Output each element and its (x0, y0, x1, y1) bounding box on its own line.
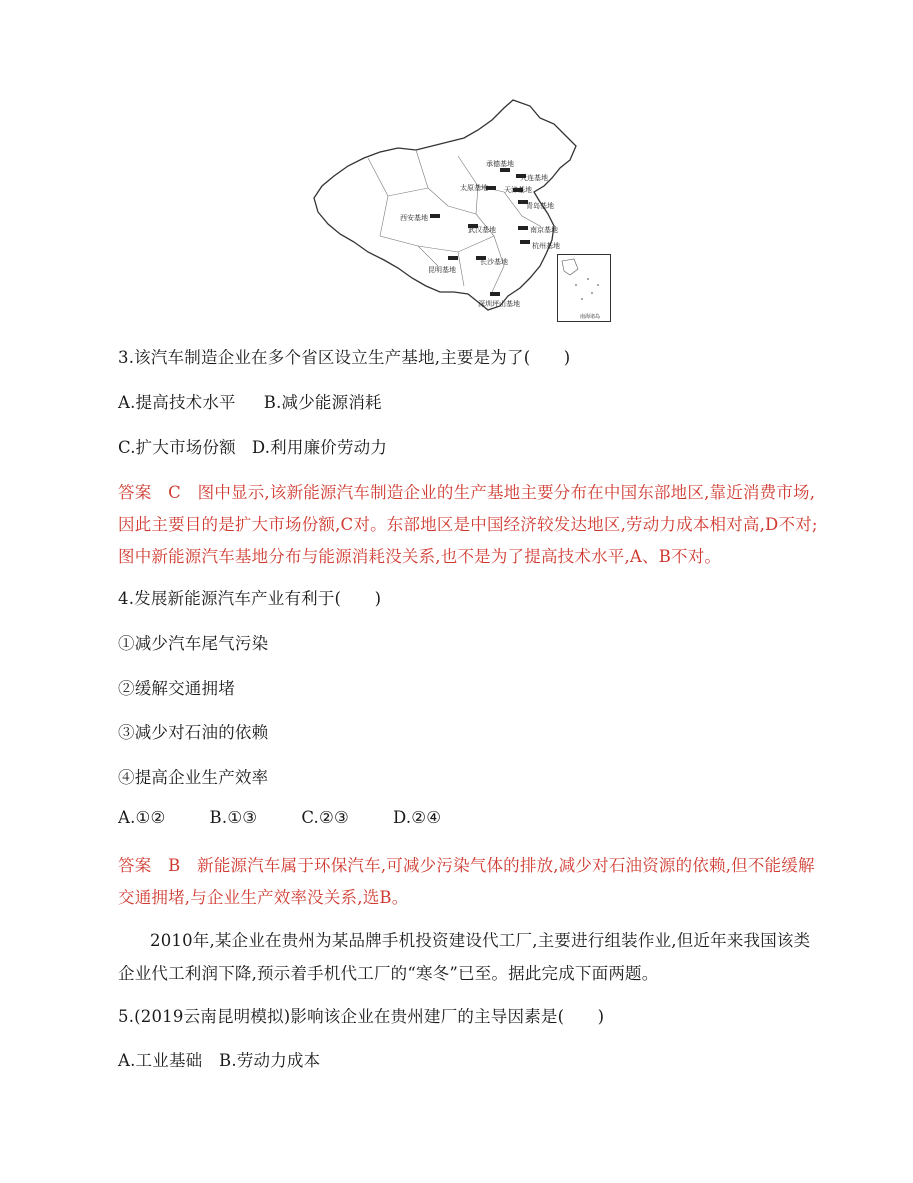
map-label: 太原基地 (460, 184, 488, 192)
map-label: 天津基地 (504, 186, 532, 194)
q5-stem: 5.(2019云南昆明模拟)影响该企业在贵州建厂的主导因素是( ) (118, 1007, 605, 1026)
q3-answer-line1: 答案 C 图中显示,该新能源汽车制造企业的生产基地主要分布在中国东部地区,靠近消费市场, (118, 483, 816, 502)
q4-option-d[interactable]: D.②④ (392, 808, 442, 827)
q4-stem: 4.发展新能源汽车产业有利于( ) (118, 589, 382, 608)
q4-item-3: ③减少对石油的依赖 (118, 723, 269, 742)
map-label: 青岛基地 (526, 202, 554, 210)
map-label: 西安基地 (400, 214, 428, 222)
q4-option-c[interactable]: C.②③ (301, 808, 349, 827)
map-label: 昆明基地 (428, 266, 456, 274)
q3-options-row1 (118, 389, 382, 413)
q3-answer-line3: 图中新能源汽车基地分布与能源消耗没关系,也不是为了提高技术水平,A、B不对。 (118, 547, 722, 566)
q3-answer-line2: 因此主要目的是扩大市场份额,C对。东部地区是中国经济较发达地区,劳动力成本相对高,D不对; (118, 515, 818, 534)
passage-line2: 企业代工利润下降,预示着手机代工厂的“寒冬”已至。据此完成下面两题。 (118, 964, 659, 983)
q4-answer-line1: 答案 B 新能源汽车属于环保汽车,可减少污染气体的排放,减少对石油资源的依赖,但不能缓解 (118, 856, 815, 875)
q4-item-2: ②缓解交通拥堵 (118, 679, 235, 698)
q3-option-b[interactable]: B.减少能源消耗 (263, 393, 382, 412)
map-label: 武汉基地 (468, 226, 496, 234)
map-label: 南京基地 (530, 226, 558, 234)
map-label: 深圳坪山基地 (478, 300, 520, 308)
map-label: 承德基地 (486, 160, 514, 168)
q3-option-c[interactable]: C.扩大市场份额 (118, 438, 236, 457)
inset-label: 南海诸岛 (580, 314, 601, 320)
q3-options-row2 (118, 434, 387, 458)
q3-option-d[interactable]: D.利用廉价劳动力 (251, 438, 388, 457)
q4-item-4: ④提高企业生产效率 (118, 768, 269, 787)
q4-option-b[interactable]: B.①③ (209, 808, 258, 827)
map-label: 长沙基地 (480, 258, 508, 266)
south-china-sea-inset (557, 254, 611, 322)
map-label: 大连基地 (520, 174, 548, 182)
q3-option-a[interactable]: A.提高技术水平 (118, 393, 236, 412)
q4-options (118, 808, 441, 827)
q4-answer-line2: 交通拥堵,与企业生产效率没关系,选B。 (118, 888, 409, 907)
q5-options: A.工业基础 B.劳动力成本 (118, 1051, 321, 1070)
q4-item-1: ①减少汽车尾气污染 (118, 634, 269, 653)
q3-stem: 3.该汽车制造企业在多个省区设立生产基地,主要是为了( ) (118, 348, 571, 367)
q4-option-a[interactable]: A.①② (118, 808, 166, 827)
passage-line1: 2010年,某企业在贵州为某品牌手机投资建设代工厂,主要进行组装作业,但近年来我国该类 (150, 931, 811, 950)
map-label: 杭州基地 (532, 242, 560, 250)
